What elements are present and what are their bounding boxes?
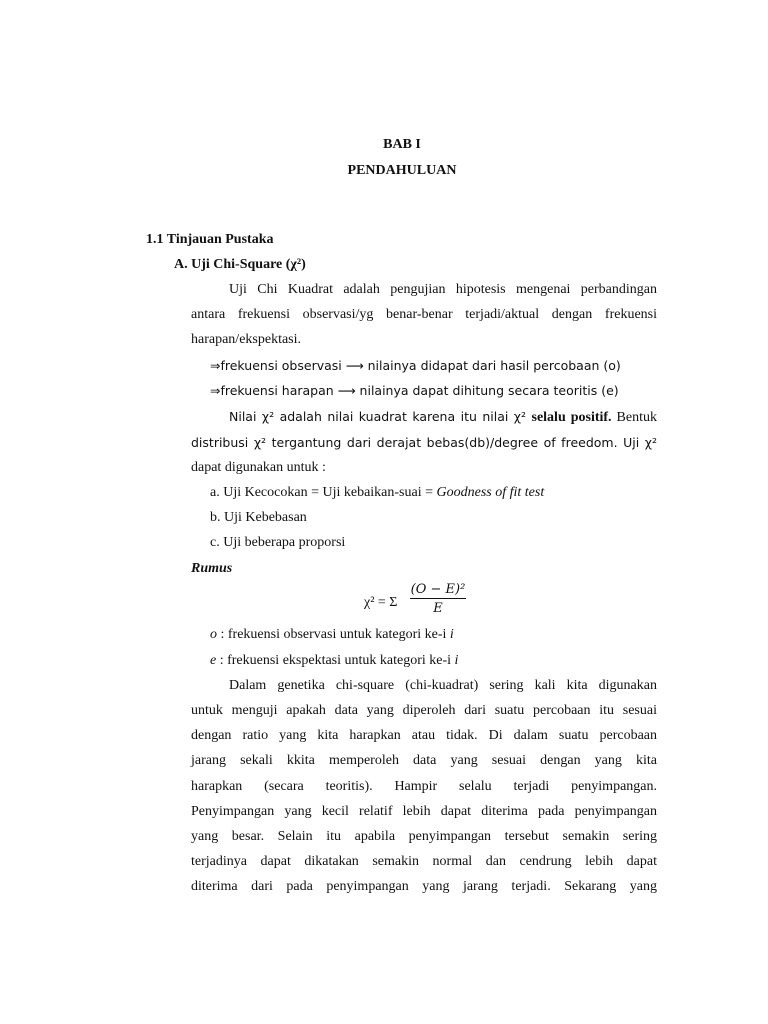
definition-e-text: : frekuensi ekspektasi untuk kategori ke-i — [216, 653, 455, 668]
paragraph-2-line-1-start: Nilai χ² adalah nilai kuadrat karena itu nilai χ² — [229, 409, 532, 424]
definition-o — [210, 626, 454, 644]
formula-fraction — [410, 582, 466, 616]
use-item-c: c. Uji beberapa proporsi — [210, 535, 346, 550]
formula-denominator: E — [433, 601, 443, 616]
bullet-observed-frequency: ⇒frekuensi observasi ⟶ nilainya didapat dari hasil percobaan (o) — [210, 358, 621, 373]
definition-o-text: : frekuensi observasi untuk kategori ke-i — [217, 627, 450, 642]
chapter-label: BAB I — [383, 137, 421, 152]
paragraph-2-emphasis: selalu positif. — [531, 410, 612, 425]
definition-e-var: e — [210, 653, 217, 668]
bullet-expected-frequency: ⇒frekuensi harapan ⟶ nilainya dapat dihitung secara teoritis (e) — [210, 383, 619, 398]
paragraph-3-line-2: untuk menguji apakah data yang diperoleh dari suatu percobaan itu sesuai — [191, 703, 657, 718]
paragraph-3-line-4: jarang sekali kkita memperoleh data yang sesuai dengan yang kita — [191, 753, 657, 768]
definition-e-index: i — [454, 653, 459, 668]
definition-o-index: i — [449, 627, 454, 642]
paragraph-3-line-1: Dalam genetika chi-square (chi-kuadrat) sering kali kita digunakan — [229, 678, 657, 693]
paragraph-3-line-7: yang besar. Selain itu apabila penyimpangan tersebut semakin sering — [191, 829, 657, 844]
paragraph-2-line-1-end: Bentuk — [611, 410, 657, 425]
definition-e — [210, 652, 458, 670]
use-item-a-text: a. Uji Kecocokan = Uji kebaikan-suai = — [210, 485, 437, 500]
paragraph-3-line-6: Penyimpangan yang kecil relatif lebih dapat diterima pada penyimpangan — [191, 804, 657, 819]
paragraph-2-line-3: dapat digunakan untuk : — [191, 460, 326, 475]
use-item-b: b. Uji Kebebasan — [210, 510, 307, 525]
chapter-title: PENDAHULUAN — [347, 163, 457, 178]
rumus-label: Rumus — [191, 561, 233, 576]
paragraph-3-line-8: terjadinya dapat dikatakan semakin normal dan cendrung lebih dapat — [191, 854, 657, 869]
section-heading: 1.1 Tinjauan Pustaka — [146, 232, 274, 247]
use-item-a — [210, 484, 544, 502]
paragraph-3-line-9: diterima dari pada penyimpangan yang jarang terjadi. Sekarang yang — [191, 879, 657, 894]
paragraph-1-line-3: harapan/ekspektasi. — [191, 332, 302, 347]
paragraph-1-line-2: antara frekuensi observasi/yg benar-benar terjadi/aktual dengan frekuensi — [191, 307, 657, 322]
paragraph-1-line-1: Uji Chi Kuadrat adalah pengujian hipotesis mengenai perbandingan — [229, 282, 657, 297]
use-item-a-italic: Goodness of fit test — [436, 485, 545, 500]
paragraph-3-line-5: harapkan (secara teoritis). Hampir selalu terjadi penyimpangan. — [191, 779, 657, 794]
subsection-heading: A. Uji Chi-Square (χ²) — [174, 257, 306, 272]
definition-o-var: o — [210, 627, 217, 642]
paragraph-3-line-3: dengan ratio yang kita harapkan atau tidak. Di dalam suatu percobaan — [191, 728, 657, 743]
paragraph-2-line-1 — [229, 408, 657, 427]
paragraph-2-line-2: distribusi χ² tergantung dari derajat bebas(db)/degree of freedom. Uji χ² — [191, 435, 657, 450]
formula-lhs: χ² = Σ — [364, 595, 398, 610]
formula-numerator: (O − E)² — [410, 582, 466, 597]
